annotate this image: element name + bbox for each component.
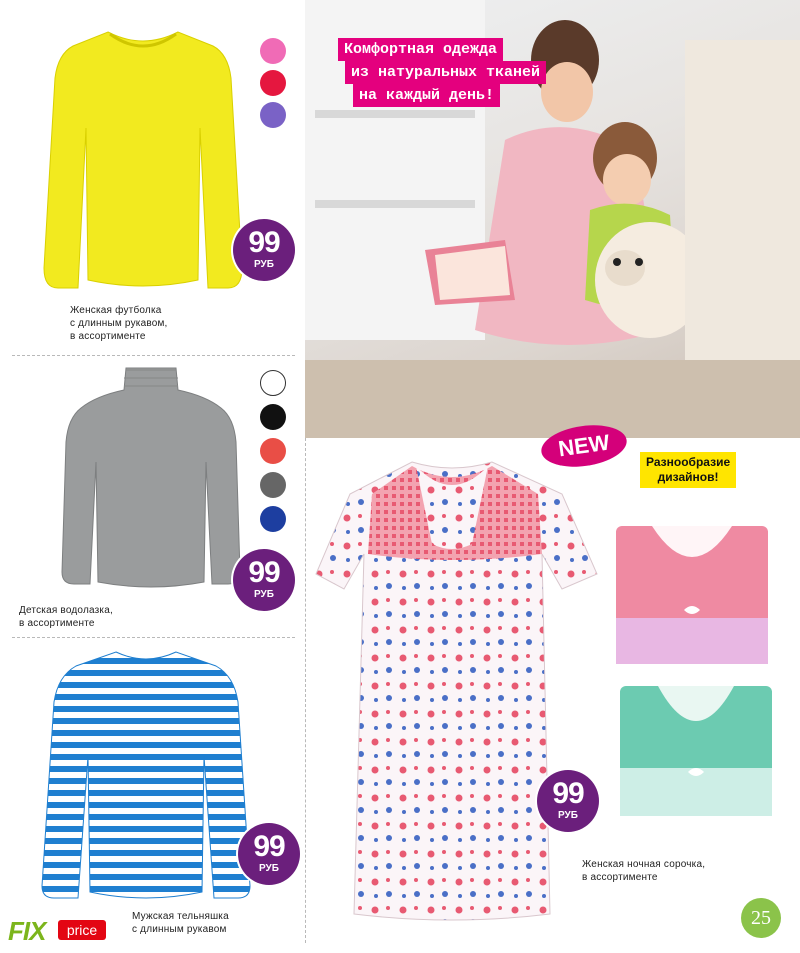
price-currency: РУБ	[254, 259, 274, 270]
variety-tag: Разнообразие дизайнов!	[640, 452, 736, 488]
hero-text-line-2: из натуральных тканей	[345, 61, 546, 84]
divider-vertical	[305, 438, 306, 943]
page-number: 25	[741, 898, 781, 938]
turtleneck-image	[56, 362, 246, 592]
swatch-coral[interactable]	[260, 438, 286, 464]
swatch-black[interactable]	[260, 404, 286, 430]
divider-1	[12, 355, 295, 356]
price-value: 99	[253, 830, 285, 863]
price-badge-nightgown	[537, 770, 599, 832]
caption-nightgown: Женская ночная сорочка, в ассортименте	[582, 859, 706, 883]
price-currency: РУБ	[259, 863, 279, 874]
caption-telnyashka: Мужская тельняшка с длинным рукавом	[132, 911, 229, 935]
price-badge-turtleneck	[233, 549, 295, 611]
hero-text-line-3: на каждый день!	[353, 84, 500, 107]
price-badge-longsleeve	[233, 219, 295, 281]
price-value: 99	[248, 556, 280, 589]
telnyashka-image	[36, 646, 256, 908]
swatch-red[interactable]	[260, 70, 286, 96]
price-badge-telnyashka	[238, 823, 300, 885]
swatch-blue[interactable]	[260, 506, 286, 532]
price-currency: РУБ	[558, 810, 578, 821]
swatch-white[interactable]	[260, 370, 286, 396]
price-currency: РУБ	[254, 589, 274, 600]
divider-2	[12, 637, 295, 638]
swatch-pink[interactable]	[260, 38, 286, 64]
nightgown-variant-green	[616, 676, 776, 821]
fixprice-logo[interactable]: FIX price	[6, 914, 106, 946]
new-badge: NEW	[539, 420, 630, 472]
caption-longsleeve: Женская футболка с длинным рукавом, в ассортименте	[70, 305, 168, 342]
nightgown-image	[312, 454, 602, 924]
swatch-grey[interactable]	[260, 472, 286, 498]
nightgown-variant-pink	[612, 518, 772, 668]
hero-text-line-1: Комфортная одежда	[338, 38, 503, 61]
caption-turtleneck: Детская водолазка, в ассортименте	[19, 605, 113, 629]
swatch-purple[interactable]	[260, 102, 286, 128]
longsleeve-image	[28, 18, 258, 300]
price-value: 99	[248, 226, 280, 259]
price-value: 99	[552, 777, 584, 810]
